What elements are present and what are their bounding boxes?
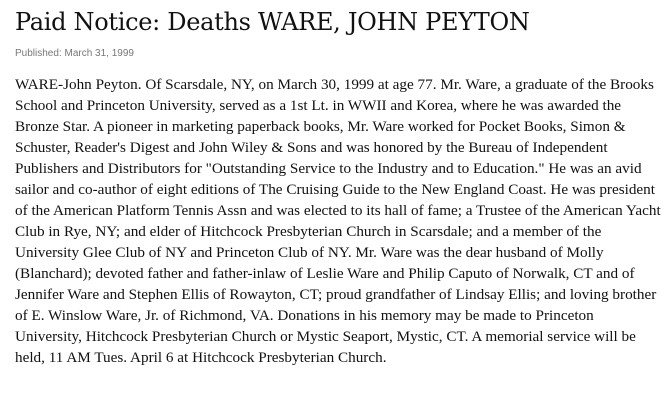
published-line <box>15 48 663 60</box>
published-date: March 31, 1999 <box>64 48 134 59</box>
article-body: WARE-John Peyton. Of Scarsdale, NY, on March 30, 1999 at age 77. Mr. Ware, a graduate of the Brooks School and Princeton University, served as a 1st Lt. in WWII and Korea, where he was awarded the Bronze Star. A pioneer in marketing paperback books, Mr. Ware worked for Pocket Books, Simon & Schuster, Reader's Digest and John Wiley & Sons and was honored by the Bureau of Independent Publishers and Distributors for "Outstanding Service to the Industry and to Education." He was an avid sailor and co-author of eight editions of The Cruising Guide to the New England Coast. He was president of the American Platform Tennis Assn and was elected to its hall of fame; a Trustee of the American Yacht Club in Rye, NY; and elder of Hitchcock Presbyterian Church in Scarsdale; and a member of the University Glee Club of NY and Princeton Club of NY. Mr. Ware was the dear husband of Molly (Blanchard); devoted father and father-inlaw of Leslie Ware and Philip Caputo of Norwalk, CT and of Jennifer Ware and Stephen Ellis of Rowayton, CT; proud grandfather of Lindsay Ellis; and loving brother of E. Winslow Ware, Jr. of Richmond, VA. Donations in his memory may be made to Princeton University, Hitchcock Presbyterian Church or Mystic Seaport, Mystic, CT. A memorial service will be held, 11 AM Tues. April 6 at Hitchcock Presbyterian Church. <box>15 76 661 366</box>
article <box>15 0 663 368</box>
published-label: Published: <box>15 48 62 59</box>
headline: Paid Notice: Deaths WARE, JOHN PEYTON <box>15 8 530 36</box>
